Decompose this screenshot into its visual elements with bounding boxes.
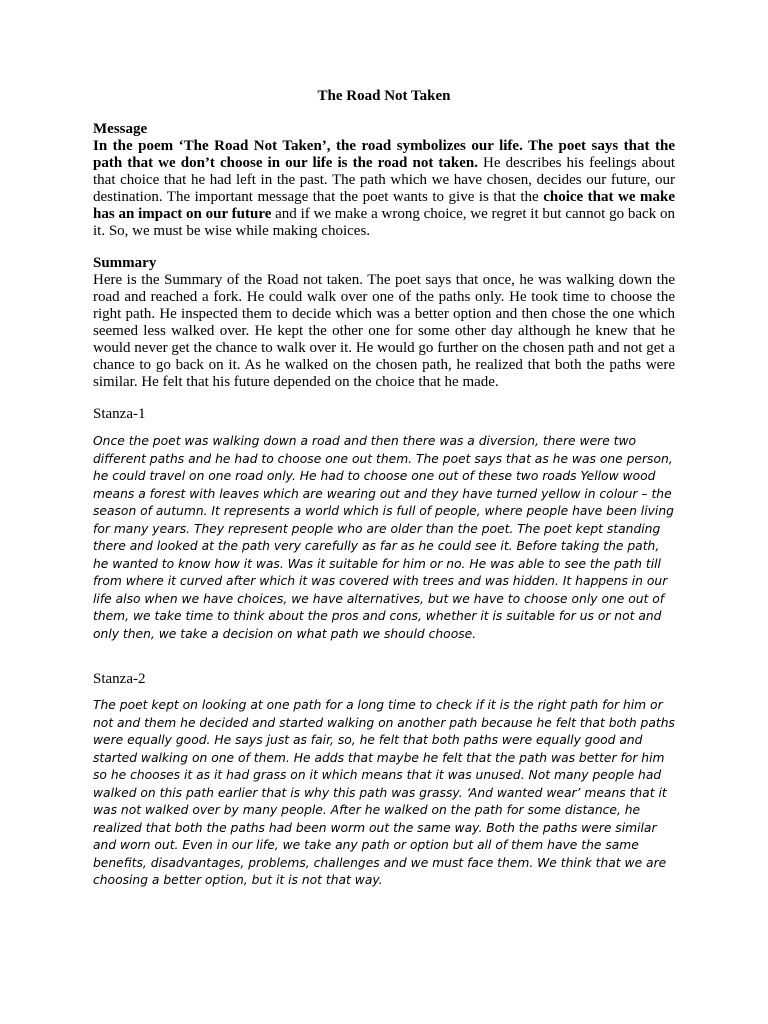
message-bold-1: In the poem ‘The Road Not Taken’, the road symbolizes our life. The poet says that the path that we don’t choose in our life is the road not taken. — [93, 138, 675, 171]
stanza2-heading: Stanza-2 — [93, 671, 146, 687]
message-heading: Message — [93, 121, 148, 137]
message-section — [93, 121, 675, 240]
stanza1-heading: Stanza-1 — [93, 406, 146, 422]
message-text-1: He describes his feelings about that choice that he had left in the past. The path which we have chosen, decides our future, our destination. The important message that the poet wants to give is that the — [93, 155, 675, 205]
message-paragraph — [93, 138, 675, 240]
stanza2-paragraph: The poet kept on looking at one path for a long time to check if it is the right path for him or not and them he decided and started walking on another path because he felt that both paths were equally good. He says just as fair, so, he felt that both paths were equally good and started walking on one of them. He adds that maybe he felt that the path was better for him so he chooses it as it had grass on it which means that it was unused. Not many people had walked on this path earlier that is why this path was grassy. ‘And wanted wear’ means that it was not walked over by many people. After he walked on the path for some distance, he realized that both the paths had been worm out the same way. Both the paths were similar and worn out. Even in our life, we take any path or option but all of them have the same benefits, disadvantages, problems, challenges and we must face them. We think that we are choosing a better option, but it is not that way. — [93, 698, 675, 887]
stanza1-paragraph: Once the poet was walking down a road and then there was a diversion, there were two different paths and he had to choose one out them. The poet says that as he was one person, he could travel on one road only. He had to choose one out of these two roads Yellow wood means a forest with leaves which are wearing out and they have turned yellow in colour – the season of autumn. It represents a world which is full of people, where people have been living for many years. They represent people who are older than the poet. The poet kept standing there and looked at the path very carefully as far as he could see it. Before taking the path, he wanted to know how it was. Was it suitable for him or no. He was able to see the path till from where it curved after which it was covered with trees and was hidden. It happens in our life also when we have choices, we have alternatives, but we have to choose only one out of them, we take time to think about the pros and cons, whether it is suitable for us or not and only then, we take a decision on what path we should choose. — [93, 434, 674, 641]
page-title: The Road Not Taken — [317, 88, 451, 104]
message-text-2: and if we make a wrong choice, we regret it but cannot go back on it. So, we must be wise while making choices. — [93, 206, 675, 239]
summary-section — [93, 255, 675, 391]
summary-paragraph: Here is the Summary of the Road not taken. The poet says that once, he was walking down the road and reached a fork. He could walk over one of the paths only. He took time to choose the right path. He inspected them to decide which was a better option and then chose the one which seemed less walked over. He kept the other one for some other day although he knew that he would never get the chance to walk over it. He would go further on the chosen path and not get a chance to go back on it. As he walked on the chosen path, he realized that both the paths were similar. He felt that his future depended on the choice that he made. — [93, 272, 675, 390]
message-bold-2: choice that we make has an impact on our future — [93, 189, 675, 222]
summary-heading: Summary — [93, 255, 157, 271]
